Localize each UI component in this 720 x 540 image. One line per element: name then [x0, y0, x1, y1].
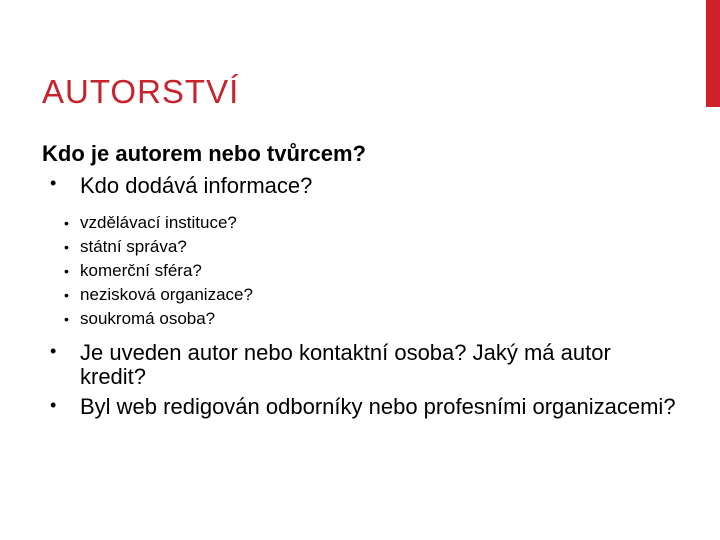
sub-list-item-text: vzdělávací instituce? — [80, 213, 237, 232]
bullet-icon: • — [64, 215, 69, 231]
bullet-icon: • — [64, 263, 69, 279]
list-item-text: Byl web redigován odborníky nebo profesními organizacemi? — [80, 394, 676, 419]
slide-heading: Kdo je autorem nebo tvůrcem? — [42, 141, 366, 166]
list-item — [42, 341, 682, 389]
accent-bar — [706, 0, 720, 107]
list-item-text: Je uveden autor nebo kontaktní osoba? Jaký má autor kredit? — [80, 340, 611, 389]
bullet-icon: • — [64, 311, 69, 327]
slide-title: AUTORSTVÍ — [42, 73, 240, 110]
bullet-icon: • — [64, 239, 69, 255]
list-item — [42, 173, 682, 331]
bullet-icon: • — [50, 341, 57, 361]
bullet-icon: • — [50, 173, 57, 193]
sub-list-item-text: soukromá osoba? — [80, 309, 216, 328]
sub-list-item — [64, 307, 682, 331]
sub-list-item-text: státní správa? — [80, 237, 187, 256]
sub-list-item — [64, 235, 682, 259]
sub-list-item-text: nezisková organizace? — [80, 285, 253, 304]
bullet-list — [42, 173, 682, 419]
sub-list-item-text: komerční sféra? — [80, 261, 202, 280]
sub-list-item — [64, 283, 682, 307]
slide-content — [42, 139, 682, 419]
bullet-icon: • — [64, 287, 69, 303]
bullet-icon: • — [50, 395, 57, 415]
sub-bullet-list — [64, 211, 682, 331]
list-item — [42, 395, 682, 419]
sub-list-item — [64, 259, 682, 283]
list-item-text: Kdo dodává informace? — [80, 173, 313, 198]
sub-list-item — [64, 211, 682, 235]
